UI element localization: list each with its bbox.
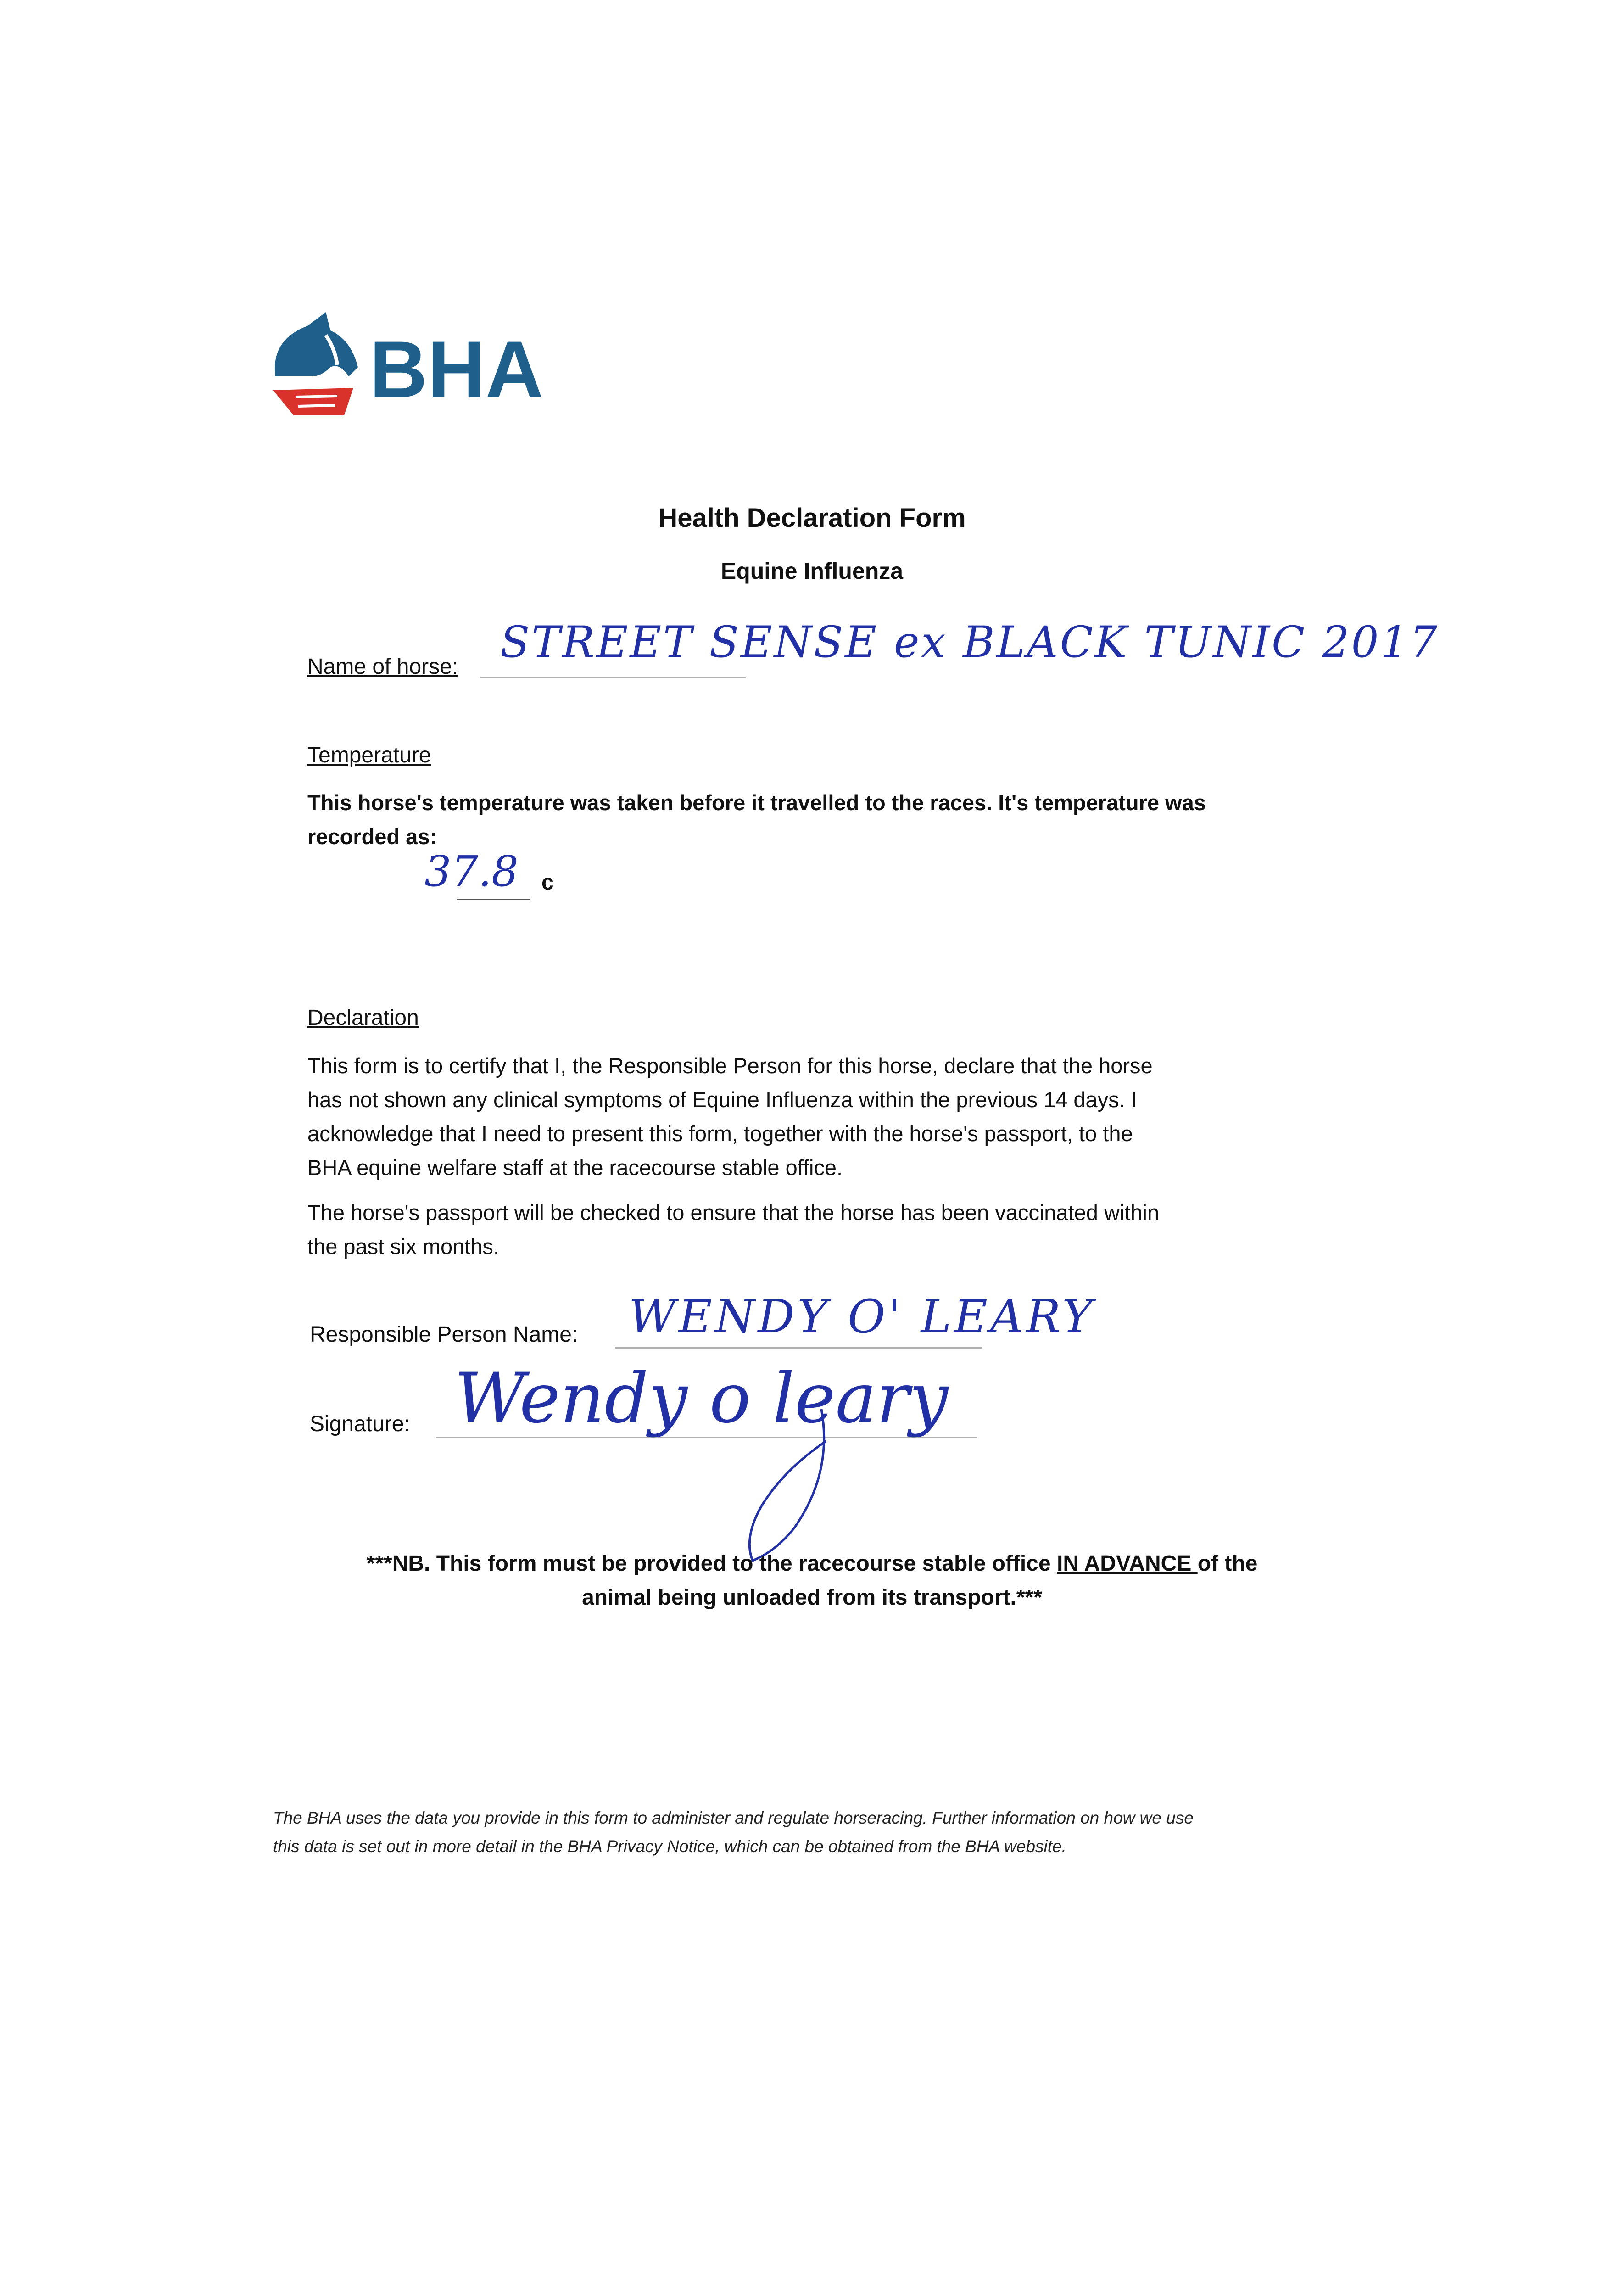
bha-logo: [257, 308, 541, 418]
signature-value[interactable]: Wendy o leary: [454, 1359, 949, 1439]
temperature-line: [457, 899, 530, 900]
declaration-line: has not shown any clinical symptoms of Equine Influenza within the previous 14 days. I: [307, 1087, 1137, 1112]
signature-label: Signature:: [310, 1412, 410, 1436]
responsible-person-line: [615, 1347, 982, 1349]
passport-line: the past six months.: [307, 1234, 499, 1259]
passport-text: [307, 1196, 1299, 1264]
temperature-text-line: recorded as:: [307, 824, 437, 849]
privacy-line: this data is set out in more detail in the BHA Privacy Notice, which can be obtained from the BHA website.: [273, 1837, 1066, 1856]
horse-name-label: Name of horse:: [307, 655, 458, 679]
notice-line: [0, 1547, 1624, 1581]
logo-text: BHA: [369, 325, 541, 414]
form-subtitle: Equine Influenza: [720, 558, 904, 584]
signature-loop-stroke: [734, 1400, 854, 1565]
privacy-line: The BHA uses the data you provide in this form to administer and regulate horseracing. Further information on how we use: [273, 1808, 1194, 1827]
horse-name-value[interactable]: STREET SENSE ex BLACK TUNIC 2017: [500, 617, 1440, 667]
temperature-value[interactable]: 37.8: [424, 847, 519, 896]
passport-line: The horse's passport will be checked to ensure that the horse has been vaccinated within: [307, 1200, 1160, 1225]
temperature-heading: Temperature: [307, 743, 431, 767]
advance-notice: [0, 1547, 1624, 1615]
notice-emphasis: IN ADVANCE: [1057, 1551, 1198, 1576]
responsible-person-label: Responsible Person Name:: [310, 1322, 578, 1347]
declaration-line: BHA equine welfare staff at the racecourse stable office.: [307, 1155, 843, 1180]
declaration-heading: Declaration: [307, 1006, 419, 1030]
notice-text: ***NB. This form must be provided to the racecourse stable office: [366, 1551, 1057, 1576]
declaration-line: acknowledge that I need to present this form, together with the horse's passport, to the: [307, 1121, 1133, 1146]
temperature-unit: c: [541, 870, 554, 895]
horse-head-icon: [257, 308, 541, 418]
notice-text: of the: [1197, 1551, 1258, 1576]
horse-name-line: [480, 677, 746, 678]
temperature-text: [307, 786, 1299, 854]
responsible-person-value[interactable]: WENDY O' LEARY: [629, 1290, 1095, 1343]
declaration-text: [307, 1049, 1299, 1185]
declaration-line: This form is to certify that I, the Responsible Person for this horse, declare that the horse: [307, 1053, 1153, 1078]
privacy-notice: [273, 1804, 1374, 1861]
temperature-text-line: This horse's temperature was taken before it travelled to the races. It's temperature was: [307, 790, 1206, 815]
notice-line: animal being unloaded from its transport.***: [582, 1585, 1042, 1610]
form-title: Health Declaration Form: [658, 503, 966, 533]
